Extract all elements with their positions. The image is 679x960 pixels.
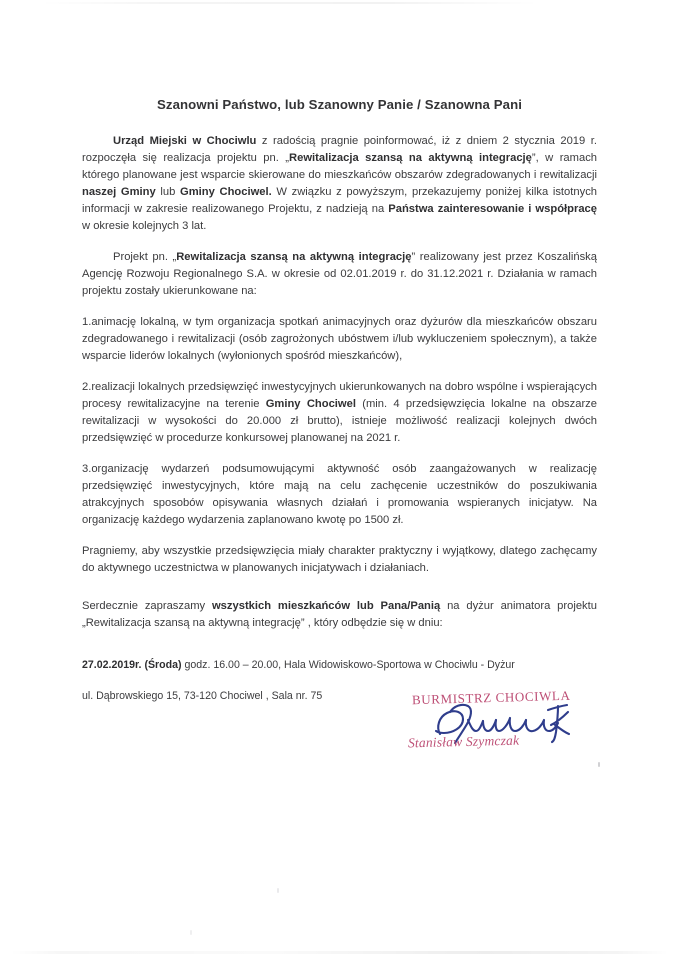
scan-edge-top	[40, 2, 539, 4]
meeting-date: 27.02.2019r. (Środa)	[82, 658, 182, 671]
signature-stamp	[407, 687, 588, 760]
emphasis-text: naszej Gminy	[82, 186, 156, 199]
emphasis-text: Rewitalizacja szansą na aktywną integrację	[289, 152, 532, 165]
meeting-line	[82, 658, 597, 674]
letter-body	[82, 96, 597, 705]
paragraph-item-1	[82, 314, 597, 365]
meeting-address: ul. Dąbrowskiego 15, 73-120 Chociwel , Sala nr. 75	[82, 690, 323, 703]
stamp-signer-name: Stanisław Szymczak	[407, 732, 520, 751]
body-text: ” realizowany jest przez Koszalińską Agencję Rozwoju Regionalnego S.A. w okresie od 02.01.2019 r. do 31.12.2021 r. Działania w ramach projektu zostały ukierunkowane na:	[82, 251, 597, 298]
meeting-details: godz. 16.00 – 20.00, Hala Widowiskowo-Sportowa w Chociwlu - Dyżur	[181, 658, 515, 671]
paragraph-project	[82, 249, 597, 300]
emphasis-text: Urząd Miejski w Chociwlu	[113, 135, 257, 148]
spacer	[82, 646, 597, 658]
paragraph-invitation	[82, 598, 597, 632]
paragraph-item-3	[82, 461, 597, 529]
paragraph-item-2	[82, 379, 597, 447]
body-text: Pragniemy, aby wszystkie przedsięwzięcia miały charakter praktyczny i wyjątkowy, dlatego zachęcamy do aktywnego uczestnictwa w planowanych inicjatywach i działaniach.	[82, 545, 597, 575]
body-text: 2.realizacji lokalnych przedsięwzięć inwestycyjnych ukierunkowanych na dobro wspólne i wspierających procesy rewitalizacyjne na terenie	[82, 381, 597, 411]
stamp-office-title: BURMISTRZ CHOCIWLA	[411, 687, 571, 708]
body-text: Projekt pn. „	[113, 251, 177, 264]
page-title: Szanowni Państwo, lub Szanowny Panie / Szanowna Pani	[157, 97, 522, 112]
scan-edge-bottom	[10, 951, 669, 954]
body-text: z radością pragnie poinformować, iż z dniem 2 stycznia 2019 r. rozpoczęła się realizacja projektu pn. „	[82, 135, 597, 165]
body-text: ”, w ramach którego planowane jest wsparcie skierowane do mieszkańców obszarów zdegradowanych i rewitalizacji	[82, 152, 598, 182]
scan-speck	[277, 888, 279, 893]
emphasis-text: Państwa zainteresowanie i współpracę	[388, 203, 597, 216]
body-text: Serdecznie zapraszamy	[82, 599, 212, 612]
body-text: 3.organizację wydarzeń podsumowującymi aktywność osób zaangażowanych w realizację przedsięwzięć inwestycyjnych, które mają na celu zachęcenie uczestników do poszukiwania atrakcyjnych sposobów opisywania własnych działań i promowania wspieranych inicjatyw. Na organizację każdego wydarzenia zaplanowano kwotę po 1500 zł.	[82, 463, 597, 527]
emphasis-text: Gminy Chociwel	[265, 398, 356, 411]
body-text: (min. 4 przedsięwzięcia lokalne na obszarze rewitalizacji w wysokości do 20.000 zł brutto), istnieje możliwość realizacji kolejnych dwóch przedsięwzięć w procedurze konkursowej planowanej na 2021 r.	[82, 398, 597, 445]
body-text: w okresie kolejnych 3 lat.	[82, 220, 207, 233]
scan-speck	[190, 930, 192, 935]
paragraph-closing	[82, 543, 597, 577]
body-text: lub	[155, 186, 180, 199]
body-text: na dyżur animatora projektu „Rewitalizacja szansą na aktywną integrację” , który odbędzie się w dniu:	[82, 599, 597, 629]
body-text: W związku z powyższym, przekazujemy poniżej kilka istotnych informacji w zakresie realizowanego Projektu, z nadzieją na	[82, 186, 598, 216]
emphasis-text: Rewitalizacja szansą na aktywną integrację	[176, 251, 412, 264]
emphasis-text: Gminy Chociwel.	[180, 186, 272, 199]
paragraph-intro	[82, 133, 597, 235]
scan-speck	[598, 762, 600, 767]
body-text: 1.animację lokalną, w tym organizacja spotkań animacyjnych oraz dyżurów dla mieszkańców obszaru zdegradowanego i rewitalizacji (osób zagrożonych ubóstwem i/lub wykluczeniem społecznym), a także wsparcie liderów lokalnych (wyłonionych spośród mieszkańców),	[82, 316, 597, 363]
emphasis-text: wszystkich mieszkańców lub Pana/Panią	[211, 599, 441, 612]
